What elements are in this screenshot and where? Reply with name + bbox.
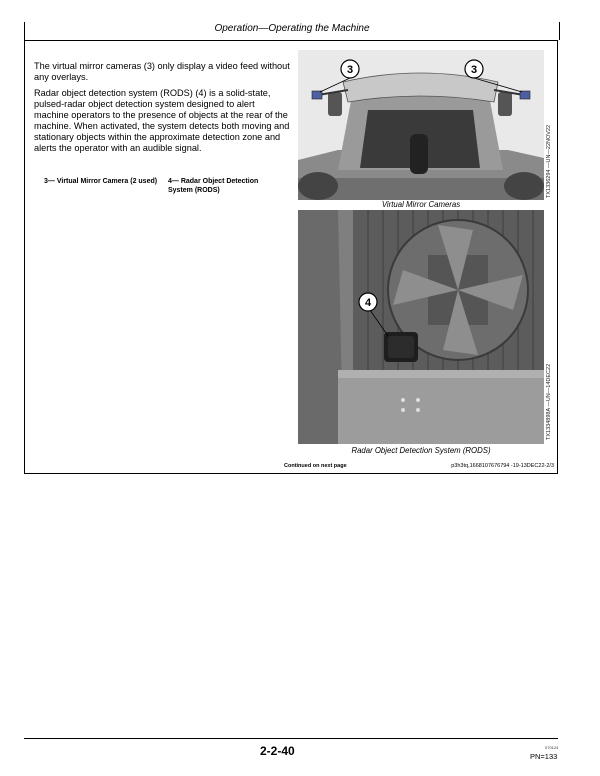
paragraph-mirror-cameras: The virtual mirror cameras (3) only display a video feed without any overlays. — [34, 61, 290, 82]
header-title: Operation—Operating the Machine — [214, 23, 370, 34]
callout-4 — [359, 293, 377, 311]
virtual-mirror-cameras-figure — [298, 50, 544, 200]
footer-rule — [24, 738, 558, 739]
svg-text:4: 4 — [364, 297, 372, 309]
paragraph-rods: Radar object detection system (RODS) (4) is a solid-state, pulsed-radar object detection system designed to alert machine operators to the presence of objects at the rear of the machine. When activated, the system detects both moving and stationary objects within the approximate detection zone and alerts the operator with an audible signal. — [34, 88, 290, 153]
reference-code: p3h3tq,1668107676794 -19-13DEC22-2/3 — [451, 463, 554, 469]
callout-3-right — [465, 60, 483, 78]
rods-figure — [298, 210, 544, 444]
legend-item-rods: 4— Radar Object Detection System (RODS) — [168, 178, 259, 194]
svg-text:3: 3 — [346, 64, 354, 76]
callout-3-left — [341, 60, 359, 78]
svg-text:3: 3 — [470, 64, 478, 76]
caption-virtual-mirror-cameras: Virtual Mirror Cameras — [381, 200, 461, 209]
page-number: 2-2-40 — [260, 744, 295, 758]
caption-rods: Radar Object Detection System (RODS) — [351, 446, 491, 455]
footer-pn: PN=133 — [530, 752, 558, 761]
legend-item-mirror-camera: 3— Virtual Mirror Camera (2 used) — [44, 178, 158, 185]
page-header — [24, 22, 560, 40]
figure-id-2: TX1334898A —UN—14DEC22 — [546, 363, 552, 440]
figure-id-1: TX1336294 —UN—22NOV22 — [546, 124, 552, 198]
footer-small-code: 070124 — [545, 745, 559, 750]
continued-notice: Continued on next page — [284, 463, 347, 469]
